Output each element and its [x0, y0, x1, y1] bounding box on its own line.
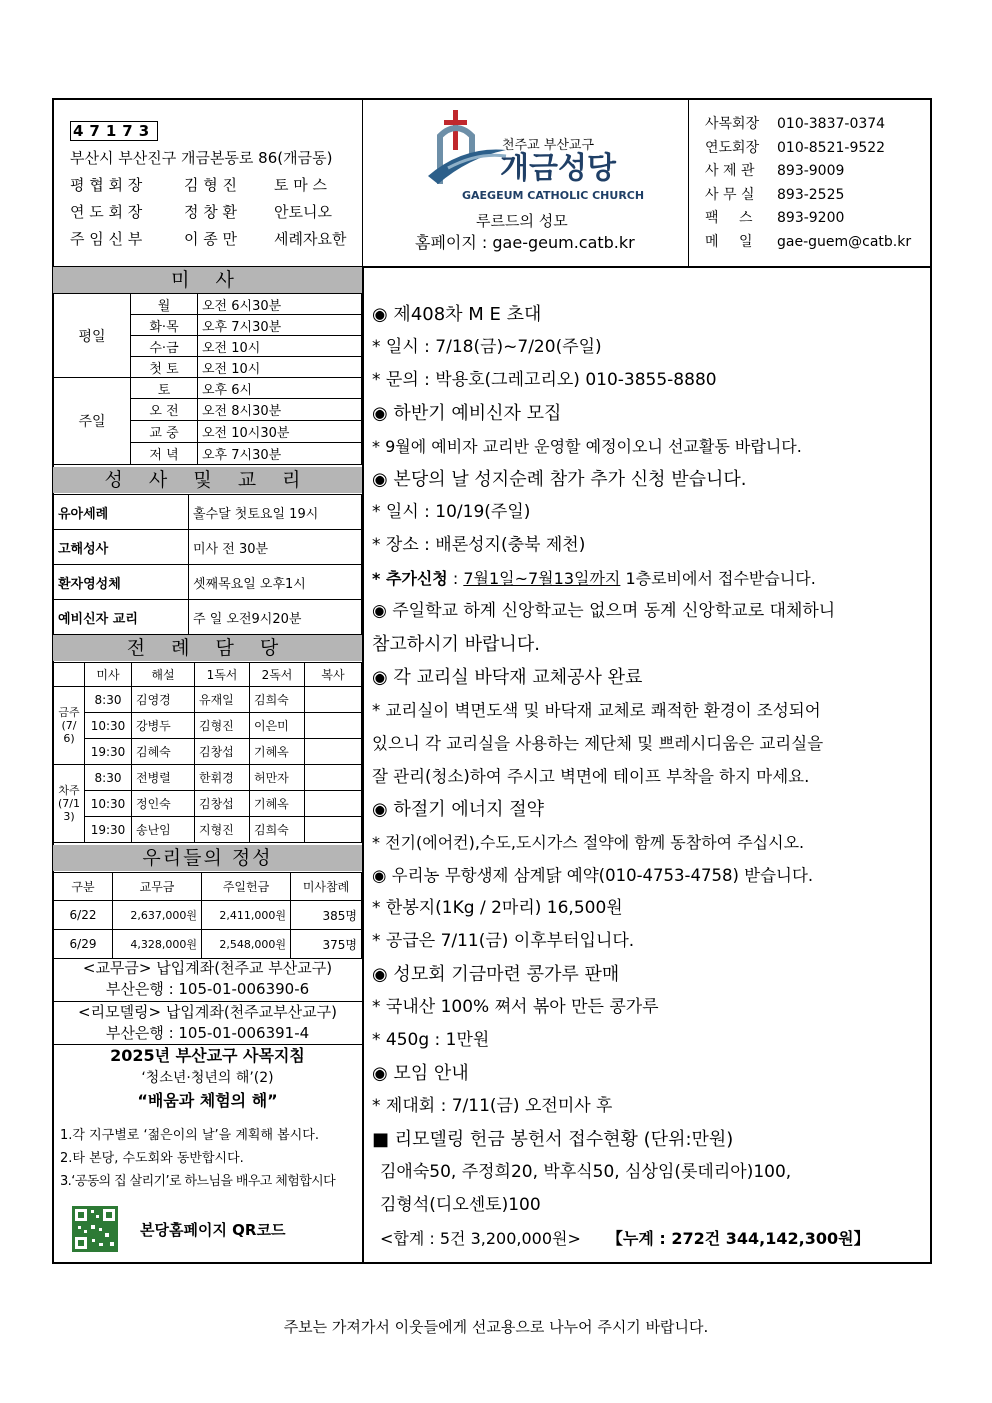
qr-label: 본당홈페이지 QR코드: [140, 1221, 286, 1239]
mass-day: 토: [131, 378, 198, 399]
liturgy-title: 전 례 담 당: [53, 635, 362, 661]
contact-row: [705, 160, 925, 184]
sacrament-name: 예비신자 교리: [54, 600, 189, 635]
officer-row: [70, 228, 360, 255]
liturgy-cell: 김희숙: [250, 817, 305, 843]
liturgy-cell: [305, 817, 362, 843]
sacrament-value: 주 일 오전9시20분: [189, 600, 362, 635]
school-line-2: 참고하시기 바랍니다.: [372, 634, 540, 655]
mass-time: 오전 8시30분: [198, 399, 362, 421]
liturgy-cell: 기혜옥: [250, 791, 305, 817]
body-col-divider: [362, 266, 364, 1264]
logo-english: GAEGEUM CATHOLIC CHURCH: [462, 189, 645, 202]
offering-cell: 2,637,000원: [113, 901, 202, 930]
liturgy-cell: 지형진: [195, 817, 250, 843]
liturgy-cell: 19:30: [85, 739, 132, 765]
liturgy-cell: [305, 739, 362, 765]
liturgy-cell: 허만자: [250, 765, 305, 791]
liturgy-cell: 김혜숙: [132, 739, 195, 765]
contact-value: gae-guem@catb.kr: [777, 233, 912, 250]
sacrament-name: 고해성사: [54, 530, 189, 565]
liturgy-cell: 송난임: [132, 817, 195, 843]
school-line-1: ◉ 주일학교 하계 신앙학교는 없으며 동계 신앙학교로 대체하니: [372, 601, 836, 621]
liturgy-header: 2독서: [250, 663, 305, 687]
floor-title: ◉ 각 교리실 바닥재 교체공사 완료: [372, 667, 643, 688]
contact-row: [705, 184, 925, 208]
mass-time: 오후 6시: [198, 378, 362, 399]
liturgy-cell: 한휘경: [195, 765, 250, 791]
offering-header: 미사참례: [291, 873, 362, 901]
contact-value: 893-9009: [777, 163, 845, 179]
officer-baptismal: 안토니오: [274, 203, 332, 221]
guideline-item: 3.‘공동의 집 살리기’로 하느님을 배우고 체험합시다: [60, 1174, 336, 1189]
offering-cell: 2,548,000원: [202, 930, 291, 959]
liturgy-cell: 8:30: [85, 765, 132, 791]
offering-cell: 6/22: [54, 901, 113, 930]
officer-name: 정 창 환: [184, 203, 238, 221]
officer-name: 이 종 만: [184, 230, 238, 248]
catechumen-text: * 9월에 예비자 교리반 운영할 예정이오니 선교활동 바랍니다.: [372, 437, 802, 456]
liturgy-cell: 10:30: [85, 713, 132, 739]
sacrament-name: 유아세례: [54, 495, 189, 530]
offering-cell: 385명: [291, 901, 362, 930]
contact-label: 팩 스: [705, 210, 761, 226]
account-2-number: 부산은행 : 105-01-006391-4: [105, 1024, 310, 1042]
account-1-title: <교무금> 납입계좌(천주교 부산교구): [82, 959, 333, 977]
liturgy-week-label: 금주(7/6): [54, 687, 85, 765]
mass-time: 오전 6시30분: [198, 294, 362, 315]
officer-row: [70, 174, 360, 201]
contact-row: [705, 113, 925, 137]
liturgy-cell: [305, 791, 362, 817]
guideline-subtitle: ‘청소년·청년의 해’(2): [141, 1070, 274, 1086]
logo-subtitle: 천주교 부산교구: [502, 138, 595, 153]
officer-role: 주 임 신 부: [70, 230, 143, 248]
contact-value: 010-8521-9522: [777, 139, 886, 156]
bean-title: ◉ 성모회 기금마련 콩가루 판매: [372, 964, 620, 985]
energy-title: ◉ 하절기 에너지 절약: [372, 799, 544, 820]
account-1: [53, 958, 362, 1000]
energy-text: * 전기(에어컨),수도,도시가스 절약에 함께 동참하여 주십시오.: [372, 833, 805, 852]
liturgy-header: 복사: [305, 663, 362, 687]
remodel-cumulative: 【누계 : 272건 344,142,300원】: [606, 1229, 870, 1248]
meeting-text: * 제대회 : 7/11(금) 오전미사 후: [372, 1096, 613, 1116]
guideline-item: 1.각 지구별로 ‘젊은이의 날’을 계획해 봅시다.: [60, 1128, 319, 1143]
mass-time: 오후 7시30분: [198, 315, 362, 336]
contact-list: [705, 113, 925, 254]
officer-baptismal: 토 마 스: [274, 176, 328, 194]
offering-header: 교무금: [113, 873, 202, 901]
liturgy-cell: [305, 687, 362, 713]
me-contact: * 문의 : 박용호(그레고리오) 010-3855-8880: [372, 370, 717, 390]
liturgy-cell: [305, 765, 362, 791]
guideline-items: [60, 1124, 360, 1193]
mass-day: 저 녁: [131, 443, 198, 465]
liturgy-cell: 김형진: [195, 713, 250, 739]
pilgrim-title: ◉ 본당의 날 성지순례 참가 추가 신청 받습니다.: [372, 469, 747, 490]
floor-line-3: 잘 관리(청소)하여 주시고 벽면에 테이프 부착을 하지 마세요.: [372, 767, 810, 786]
liturgy-cell: 기혜옥: [250, 739, 305, 765]
contact-label: 사목회장: [705, 116, 760, 132]
floor-line-1: * 교리실이 벽면도색 및 바닥재 교체로 쾌적한 환경이 조성되어: [372, 701, 821, 720]
guideline-theme: “배움과 체험의 해”: [137, 1091, 278, 1110]
liturgy-header: 1독서: [195, 663, 250, 687]
liturgy-table: [53, 662, 362, 843]
sacraments-table: [53, 494, 362, 635]
offering-table: [53, 872, 362, 959]
mass-day: 첫 토: [131, 357, 198, 378]
mass-time: 오전 10시: [198, 357, 362, 378]
floor-line-2: 있으니 각 교리실을 사용하는 제단체 및 쁘레시디움은 교리실을: [372, 734, 824, 753]
remodel-totals: [372, 1222, 927, 1255]
catechumen-title: ◉ 하반기 예비신자 모집: [372, 403, 562, 424]
mass-day: 교 중: [131, 421, 198, 443]
liturgy-cell: 김희숙: [250, 687, 305, 713]
contact-label: 연도회장: [705, 139, 760, 156]
contact-row: [705, 137, 925, 161]
liturgy-cell: 19:30: [85, 817, 132, 843]
mass-time: 오전 10시30분: [198, 421, 362, 443]
logo-title: 개금성당: [500, 151, 616, 186]
chicken-price: * 한봉지(1Kg / 2마리) 16,500원: [372, 898, 623, 918]
liturgy-cell: 전병렬: [132, 765, 195, 791]
me-title: ◉ 제408차 M E 초대: [372, 304, 542, 325]
guideline-title: 2025년 부산교구 사목지침: [110, 1046, 305, 1065]
sacrament-value: 셋째목요일 오후1시: [189, 565, 362, 600]
chicken-title: ◉ 우리농 무항생제 삼계닭 예약(010-4753-4758) 받습니다.: [372, 866, 814, 885]
pilgrim-apply-label: * 추가신청: [372, 569, 448, 588]
offering-cell: 375명: [291, 930, 362, 959]
address: 부산시 부산진구 개금본동로 86(개금동): [70, 149, 333, 167]
sacraments-title: 성 사 및 교 리: [53, 467, 362, 493]
header-col-divider-1: [362, 98, 363, 266]
liturgy-cell: 유재일: [195, 687, 250, 713]
meeting-title: ◉ 모임 안내: [372, 1063, 469, 1084]
contact-value: 010-3837-0374: [777, 116, 886, 132]
mass-day: 오 전: [131, 399, 198, 421]
contact-row: [705, 231, 925, 255]
me-date: * 일시 : 7/18(금)~7/20(주일): [372, 337, 602, 357]
liturgy-header: 미사: [85, 663, 132, 687]
contact-value: 893-9200: [777, 210, 845, 226]
mass-time: 오후 7시30분: [198, 443, 362, 465]
mass-day: 화·목: [131, 315, 198, 336]
sacrament-name: 환자영성체: [54, 565, 189, 600]
bean-line-1: * 국내산 100% 쪄서 볶아 만든 콩가루: [372, 997, 659, 1017]
offering-header: 구분: [54, 873, 113, 901]
liturgy-corner: [54, 663, 85, 687]
pilgrim-date: * 일시 : 10/19(주일): [372, 502, 531, 522]
homepage: 홈페이지 : gae-geum.catb.kr: [415, 233, 635, 252]
contact-label: 사 무 실: [705, 186, 755, 203]
remodel-total: <합계 : 5건 3,200,000원>: [380, 1229, 581, 1248]
guideline-item: 2.타 본당, 수도회와 동반합시다.: [60, 1151, 244, 1166]
mass-title: 미 사: [53, 267, 362, 293]
patron: 루르드의 성모: [476, 212, 568, 230]
remodel-line-2: 김형석(디오센토)100: [380, 1195, 541, 1215]
bean-line-2: * 450g : 1만원: [372, 1030, 490, 1050]
remodel-line-1: 김애숙50, 주정희20, 박후식50, 심상임(롯데리아)100,: [380, 1162, 792, 1182]
account-2-title: <리모델링> 납입계좌(천주교부산교구): [78, 1003, 337, 1021]
offering-cell: 2,411,000원: [202, 901, 291, 930]
postal-code-digits: 47173: [70, 121, 158, 141]
account-2: [53, 1002, 362, 1044]
pilgrim-apply-rest: 1층로비에서 접수받습니다.: [620, 569, 816, 588]
account-1-number: 부산은행 : 105-01-006390-6: [105, 980, 310, 998]
contact-value: 893-2525: [777, 186, 845, 203]
liturgy-cell: 김창섭: [195, 739, 250, 765]
mass-day: 수·금: [131, 336, 198, 357]
sacrament-value: 홀수달 첫토요일 19시: [189, 495, 362, 530]
sacrament-value: 미사 전 30분: [189, 530, 362, 565]
mass-table: [53, 293, 362, 465]
pilgrim-place: * 장소 : 배론성지(충북 제천): [372, 535, 586, 555]
liturgy-cell: 10:30: [85, 791, 132, 817]
liturgy-cell: 8:30: [85, 687, 132, 713]
mass-weekday-label: 평일: [54, 294, 131, 378]
officer-role: 연 도 회 장: [70, 203, 143, 221]
offering-title: 우리들의 정성: [53, 845, 362, 871]
liturgy-header: 해설: [132, 663, 195, 687]
postal-code: [70, 121, 158, 141]
liturgy-cell: 김창섭: [195, 791, 250, 817]
officer-list: [70, 174, 360, 255]
news-section: [372, 298, 927, 1255]
pilgrim-apply-sep: :: [447, 569, 464, 588]
church-logo-icon: [418, 106, 508, 188]
mass-time: 오전 10시: [198, 336, 362, 357]
officer-baptismal: 세례자요한: [274, 230, 347, 248]
guideline: [53, 1045, 362, 1113]
liturgy-cell: 정인숙: [132, 791, 195, 817]
mass-sunday-label: 주일: [54, 378, 131, 465]
offering-cell: 4,328,000원: [113, 930, 202, 959]
liturgy-week-label: 차주(7/13): [54, 765, 85, 843]
qr-code-icon[interactable]: [72, 1206, 118, 1252]
officer-row: [70, 201, 360, 228]
contact-row: [705, 207, 925, 231]
pilgrim-apply: [372, 562, 927, 595]
liturgy-cell: 강병두: [132, 713, 195, 739]
mass-day: 월: [131, 294, 198, 315]
chicken-supply: * 공급은 7/11(금) 이후부터입니다.: [372, 931, 635, 951]
contact-label: 메 일: [705, 233, 761, 250]
officer-name: 김 형 진: [184, 176, 238, 194]
contact-label: 사 제 관: [705, 163, 755, 179]
officer-role: 평 협 회 장: [70, 176, 143, 194]
header-col-divider-2: [688, 98, 689, 266]
remodel-title: ■ 리모델링 헌금 봉헌서 접수현황 (단위:만원): [372, 1129, 734, 1150]
pilgrim-apply-period: 7월1일~7월13일까지: [463, 569, 621, 588]
liturgy-cell: 김영경: [132, 687, 195, 713]
footer-note: 주보는 가져가서 이웃들에게 선교용으로 나누어 주시기 바랍니다.: [283, 1318, 709, 1336]
liturgy-cell: [305, 713, 362, 739]
liturgy-cell: 이은미: [250, 713, 305, 739]
offering-cell: 6/29: [54, 930, 113, 959]
offering-header: 주일헌금: [202, 873, 291, 901]
